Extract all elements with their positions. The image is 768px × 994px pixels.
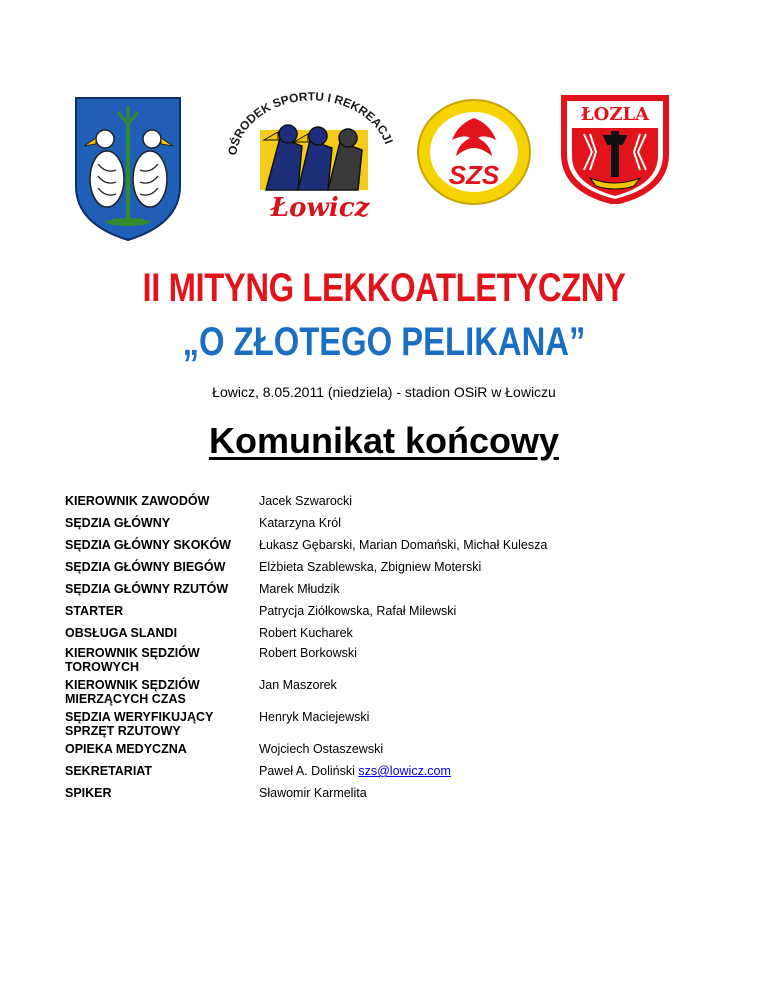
staff-role: STARTER — [65, 604, 124, 618]
email-link[interactable]: szs@lowicz.com — [358, 764, 451, 778]
staff-name: Katarzyna Król — [259, 516, 341, 530]
herb-lowicza-logo — [72, 94, 184, 242]
staff-name: Łukasz Gębarski, Marian Domański, Michał Kulesza — [259, 538, 548, 552]
staff-name: Patrycja Ziółkowska, Rafał Milewski — [259, 604, 457, 618]
staff-role: SEKRETARIAT — [65, 764, 153, 778]
staff-role: OBSŁUGA SLANDI — [65, 626, 178, 640]
staff-name: Robert Borkowski — [259, 646, 357, 660]
staff-name: Elżbieta Szablewska, Zbigniew Moterski — [259, 560, 482, 574]
title-line-1: II MITYNG LEKKOATLETYCZNY — [142, 266, 626, 310]
osir-arc-text: OŚRODEK SPORTU I REKREACJI — [225, 90, 396, 157]
staff-role: SĘDZIA GŁÓWNY — [65, 516, 171, 530]
szs-text: SZS — [448, 160, 500, 190]
staff-name: Sławomir Karmelita — [259, 786, 367, 800]
staff-role: SĘDZIA WERYFIKUJĄCY SPRZĘT RZUTOWY — [65, 710, 214, 738]
lozla-text: ŁOZLA — [580, 104, 650, 125]
staff-name: Wojciech Ostaszewski — [259, 742, 384, 756]
staff-role: KIEROWNIK SĘDZIÓW MIERZĄCYCH CZAS — [65, 678, 200, 706]
staff-name: Robert Kucharek — [259, 626, 353, 640]
osir-lowicz-logo — [222, 90, 398, 226]
lozla-logo — [560, 94, 670, 204]
logos-row — [0, 90, 768, 230]
staff-name: Marek Młudzik — [259, 582, 340, 596]
staff-name-text: Paweł A. Doliński — [259, 764, 355, 778]
staff-name: Jan Maszorek — [259, 678, 337, 692]
staff-role: SĘDZIA GŁÓWNY BIEGÓW — [65, 560, 226, 574]
staff-role: KIEROWNIK SĘDZIÓW TOROWYCH — [65, 646, 200, 674]
staff-role: SĘDZIA GŁÓWNY RZUTÓW — [65, 582, 229, 596]
document-heading: Komunikat końcowy — [208, 420, 560, 461]
szs-logo — [414, 96, 534, 208]
staff-role: OPIEKA MEDYCZNA — [65, 742, 187, 756]
osir-lowicz-text: Łowicz — [270, 193, 370, 223]
staff-role: SĘDZIA GŁÓWNY SKOKÓW — [65, 538, 231, 552]
staff-name — [259, 764, 451, 778]
staff-name: Henryk Maciejewski — [259, 710, 370, 724]
staff-role: SPIKER — [65, 786, 112, 800]
place-date: Łowicz, 8.05.2011 (niedziela) - stadion OSiR w Łowiczu — [212, 384, 556, 400]
staff-role: KIEROWNIK ZAWODÓW — [65, 494, 210, 508]
staff-name: Jacek Szwarocki — [259, 494, 353, 508]
title-line-2: „O ZŁOTEGO PELIKANA” — [182, 320, 586, 364]
